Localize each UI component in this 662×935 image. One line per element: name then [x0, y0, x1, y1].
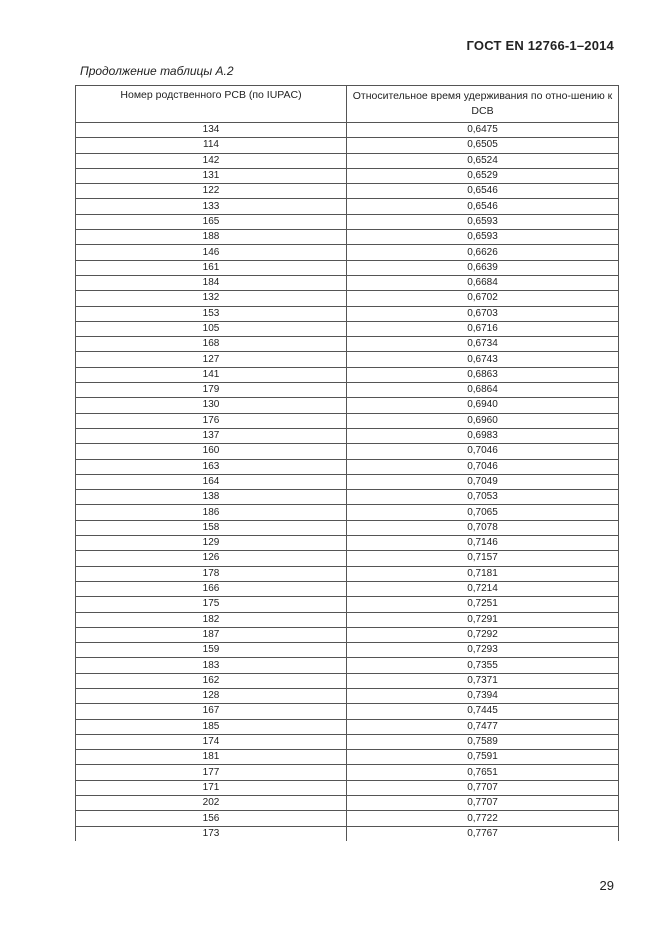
table-row — [76, 612, 619, 627]
cell-congener-number: 153 — [76, 306, 347, 321]
cell-congener-number: 177 — [76, 765, 347, 780]
cell-congener-number: 128 — [76, 688, 347, 703]
table-row — [76, 459, 619, 474]
table-row — [76, 321, 619, 336]
cell-retention-time: 0,7292 — [347, 627, 619, 642]
cell-retention-time: 0,6703 — [347, 306, 619, 321]
table-row — [76, 123, 619, 138]
cell-congener-number: 185 — [76, 719, 347, 734]
cell-congener-number: 188 — [76, 230, 347, 245]
cell-congener-number: 182 — [76, 612, 347, 627]
cell-retention-time: 0,7394 — [347, 688, 619, 703]
table-header-row — [76, 86, 619, 123]
cell-retention-time: 0,7214 — [347, 581, 619, 596]
table-row — [76, 704, 619, 719]
cell-retention-time: 0,7707 — [347, 780, 619, 795]
cell-retention-time: 0,6505 — [347, 138, 619, 153]
table-row — [76, 260, 619, 275]
table-row — [76, 811, 619, 826]
cell-retention-time: 0,7049 — [347, 474, 619, 489]
cell-retention-time: 0,7053 — [347, 490, 619, 505]
table-row — [76, 383, 619, 398]
cell-retention-time: 0,7371 — [347, 673, 619, 688]
cell-retention-time: 0,7707 — [347, 796, 619, 811]
cell-retention-time: 0,6529 — [347, 168, 619, 183]
cell-congener-number: 202 — [76, 796, 347, 811]
cell-congener-number: 176 — [76, 413, 347, 428]
table-row — [76, 184, 619, 199]
cell-retention-time: 0,6940 — [347, 398, 619, 413]
cell-congener-number: 186 — [76, 505, 347, 520]
cell-congener-number: 105 — [76, 321, 347, 336]
cell-retention-time: 0,7157 — [347, 551, 619, 566]
cell-congener-number: 166 — [76, 581, 347, 596]
cell-retention-time: 0,6593 — [347, 214, 619, 229]
table-row — [76, 337, 619, 352]
table-row — [76, 750, 619, 765]
table-row — [76, 153, 619, 168]
cell-congener-number: 138 — [76, 490, 347, 505]
cell-retention-time: 0,6475 — [347, 123, 619, 138]
cell-congener-number: 178 — [76, 566, 347, 581]
cell-congener-number: 114 — [76, 138, 347, 153]
cell-congener-number: 129 — [76, 536, 347, 551]
table-row — [76, 230, 619, 245]
cell-congener-number: 163 — [76, 459, 347, 474]
cell-congener-number: 137 — [76, 428, 347, 443]
cell-retention-time: 0,7293 — [347, 643, 619, 658]
table-caption: Продолжение таблицы А.2 — [80, 64, 234, 78]
cell-congener-number: 187 — [76, 627, 347, 642]
table-row — [76, 291, 619, 306]
cell-retention-time: 0,7355 — [347, 658, 619, 673]
table-row — [76, 199, 619, 214]
table-row — [76, 444, 619, 459]
cell-congener-number: 122 — [76, 184, 347, 199]
table-row — [76, 627, 619, 642]
table-row — [76, 780, 619, 795]
cell-congener-number: 174 — [76, 734, 347, 749]
cell-retention-time: 0,7046 — [347, 444, 619, 459]
cell-congener-number: 146 — [76, 245, 347, 260]
cell-congener-number: 141 — [76, 367, 347, 382]
cell-congener-number: 132 — [76, 291, 347, 306]
cell-congener-number: 161 — [76, 260, 347, 275]
table-row — [76, 474, 619, 489]
cell-retention-time: 0,6960 — [347, 413, 619, 428]
cell-retention-time: 0,7181 — [347, 566, 619, 581]
cell-retention-time: 0,6524 — [347, 153, 619, 168]
cell-congener-number: 126 — [76, 551, 347, 566]
cell-retention-time: 0,7722 — [347, 811, 619, 826]
cell-congener-number: 179 — [76, 383, 347, 398]
cell-congener-number: 168 — [76, 337, 347, 352]
cell-retention-time: 0,6734 — [347, 337, 619, 352]
cell-congener-number: 162 — [76, 673, 347, 688]
table-row — [76, 658, 619, 673]
cell-congener-number: 183 — [76, 658, 347, 673]
data-table — [75, 85, 619, 841]
cell-retention-time: 0,6864 — [347, 383, 619, 398]
table-row — [76, 566, 619, 581]
table-row — [76, 352, 619, 367]
document-code: ГОСТ EN 12766-1–2014 — [466, 38, 614, 53]
table-row — [76, 719, 619, 734]
cell-retention-time: 0,7251 — [347, 597, 619, 612]
table-row — [76, 505, 619, 520]
cell-congener-number: 142 — [76, 153, 347, 168]
cell-congener-number: 175 — [76, 597, 347, 612]
cell-retention-time: 0,7046 — [347, 459, 619, 474]
table-row — [76, 597, 619, 612]
cell-retention-time: 0,7065 — [347, 505, 619, 520]
cell-congener-number: 156 — [76, 811, 347, 826]
cell-congener-number: 133 — [76, 199, 347, 214]
cell-retention-time: 0,6626 — [347, 245, 619, 260]
cell-retention-time: 0,6546 — [347, 199, 619, 214]
cell-congener-number: 184 — [76, 275, 347, 290]
cell-congener-number: 159 — [76, 643, 347, 658]
table-row — [76, 551, 619, 566]
table-row — [76, 398, 619, 413]
table-row — [76, 428, 619, 443]
table-row — [76, 306, 619, 321]
table-row — [76, 275, 619, 290]
cell-retention-time: 0,7146 — [347, 536, 619, 551]
table-row — [76, 826, 619, 841]
cell-congener-number: 127 — [76, 352, 347, 367]
cell-congener-number: 171 — [76, 780, 347, 795]
table-row — [76, 536, 619, 551]
table-row — [76, 688, 619, 703]
cell-retention-time: 0,6593 — [347, 230, 619, 245]
cell-retention-time: 0,7591 — [347, 750, 619, 765]
table-row — [76, 168, 619, 183]
table-row — [76, 734, 619, 749]
table-row — [76, 520, 619, 535]
cell-congener-number: 158 — [76, 520, 347, 535]
cell-retention-time: 0,6983 — [347, 428, 619, 443]
cell-retention-time: 0,6546 — [347, 184, 619, 199]
cell-retention-time: 0,7445 — [347, 704, 619, 719]
table-row — [76, 765, 619, 780]
cell-congener-number: 165 — [76, 214, 347, 229]
cell-retention-time: 0,6639 — [347, 260, 619, 275]
cell-congener-number: 164 — [76, 474, 347, 489]
cell-retention-time: 0,7589 — [347, 734, 619, 749]
table-row — [76, 138, 619, 153]
table-body — [76, 123, 619, 841]
cell-congener-number: 173 — [76, 826, 347, 841]
table-row — [76, 367, 619, 382]
cell-congener-number: 130 — [76, 398, 347, 413]
cell-congener-number: 131 — [76, 168, 347, 183]
cell-retention-time: 0,6684 — [347, 275, 619, 290]
cell-retention-time: 0,6702 — [347, 291, 619, 306]
cell-retention-time: 0,7651 — [347, 765, 619, 780]
cell-retention-time: 0,6716 — [347, 321, 619, 336]
cell-congener-number: 181 — [76, 750, 347, 765]
table-row — [76, 490, 619, 505]
cell-retention-time: 0,6743 — [347, 352, 619, 367]
column-header-congener: Номер родственного PCB (по IUPAC) — [76, 86, 347, 123]
cell-congener-number: 160 — [76, 444, 347, 459]
cell-retention-time: 0,7767 — [347, 826, 619, 841]
cell-retention-time: 0,7477 — [347, 719, 619, 734]
column-header-retention-time: Относительное время удерживания по отно-шению к DCB — [347, 86, 619, 123]
cell-retention-time: 0,7078 — [347, 520, 619, 535]
table-row — [76, 214, 619, 229]
table-row — [76, 796, 619, 811]
table-row — [76, 245, 619, 260]
data-table-container — [75, 85, 618, 841]
table-row — [76, 643, 619, 658]
table-row — [76, 581, 619, 596]
cell-congener-number: 167 — [76, 704, 347, 719]
table-row — [76, 413, 619, 428]
cell-retention-time: 0,7291 — [347, 612, 619, 627]
cell-retention-time: 0,6863 — [347, 367, 619, 382]
cell-congener-number: 134 — [76, 123, 347, 138]
page-number: 29 — [599, 878, 614, 893]
table-row — [76, 673, 619, 688]
